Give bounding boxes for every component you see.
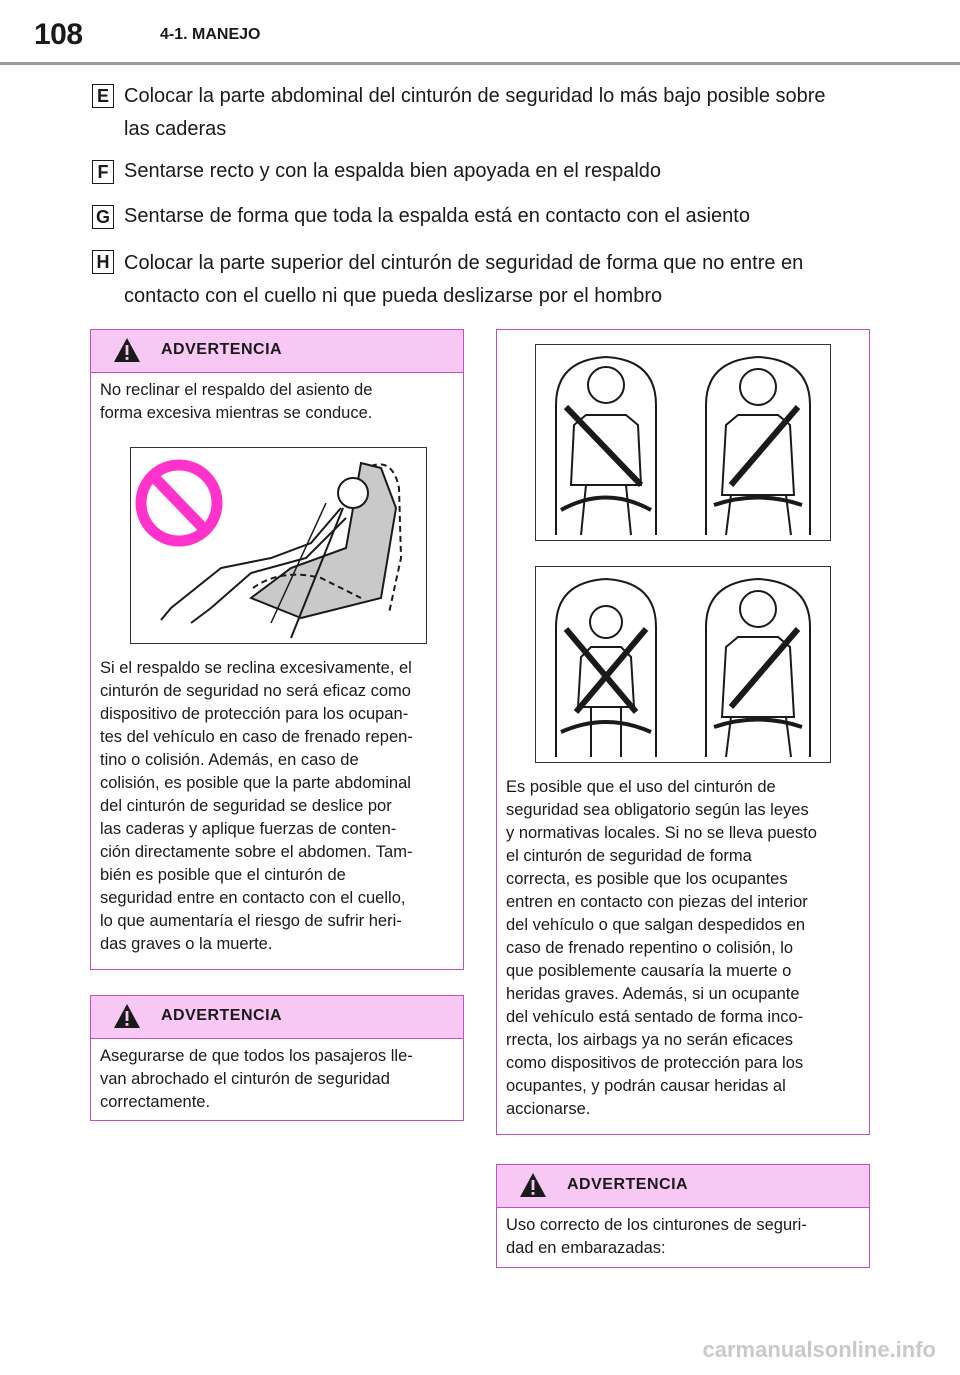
warning-box-pregnant: [496, 1164, 870, 1268]
warning-triangle-icon: [113, 1003, 141, 1029]
warning-title: ADVERTENCIA: [161, 1007, 283, 1024]
text-line: heridas graves. Además, si un ocupante: [506, 985, 800, 1003]
seatbelt-info-panel: [496, 329, 870, 1135]
warning-box-reclining: [90, 329, 464, 970]
text-line: correctamente.: [100, 1093, 211, 1111]
text-line: del vehículo está sentado de forma inco-: [506, 1008, 804, 1026]
warning-intro: [91, 379, 463, 425]
text-line: ción directamente sobre el abdomen. Tam-: [100, 843, 413, 861]
adult-seatbelt-drawing: [536, 345, 830, 540]
text-line: van abrochado el cinturón de seguridad: [100, 1070, 390, 1088]
text-line: Es posible que el uso del cinturón de: [506, 778, 776, 796]
item-h-line: Colocar la parte superior del cinturón de seguridad de forma que no entre en: [124, 252, 804, 274]
item-label-f: F: [92, 160, 114, 184]
text-line: tes del vehículo en caso de frenado repen-: [100, 728, 413, 746]
text-line: del cinturón de seguridad se deslice por: [100, 797, 392, 815]
text-line: colisión, es posible que la parte abdominal: [100, 774, 411, 792]
text-line: las caderas y aplique fuerzas de conten-: [100, 820, 397, 838]
reclined-seat-illustration: [130, 447, 427, 644]
warning-triangle-icon: [519, 1172, 547, 1198]
text-line: dad en embarazadas:: [506, 1239, 666, 1257]
text-line: Si el respaldo se reclina excesivamente, el: [100, 659, 412, 677]
warning-box-all-passengers: [90, 995, 464, 1121]
warning-body: [91, 657, 481, 956]
text-line: correcta, es posible que los ocupantes: [506, 870, 788, 888]
text-line: lo que aumentaría el riesgo de sufrir heri-: [100, 912, 402, 930]
item-label-h: H: [92, 250, 114, 274]
reclined-seat-drawing: [131, 448, 426, 643]
warning-body: [91, 1045, 463, 1114]
text-line: que posiblemente causaría la muerte o: [506, 962, 792, 980]
text-line: cinturón de seguridad no será eficaz como: [100, 682, 411, 700]
text-line: seguridad sea obligatorio según las leyes: [506, 801, 809, 819]
text-line: rrecta, los airbags ya no serán eficaces: [506, 1031, 794, 1049]
text-line: Asegurarse de que todos los pasajeros lle-: [100, 1047, 413, 1065]
item-text-g: Sentarse de forma que toda la espalda está en contacto con el asiento: [124, 205, 750, 227]
item-text-e: [124, 80, 884, 146]
item-h-line: contacto con el cuello ni que pueda deslizarse por el hombro: [124, 285, 663, 307]
text-line: accionarse.: [506, 1100, 591, 1118]
text-line: Uso correcto de los cinturones de seguri-: [506, 1216, 807, 1234]
text-line: das graves o la muerte.: [100, 935, 273, 953]
warning-triangle-icon: [113, 337, 141, 363]
text-line: dispositivo de protección para los ocupan-: [100, 705, 409, 723]
child-seatbelt-illustration: [535, 566, 831, 763]
warning-body: [497, 1214, 869, 1260]
item-text-f: Sentarse recto y con la espalda bien apoyada en el respaldo: [124, 160, 662, 182]
text-line: ocupantes, y podrán causar heridas al: [506, 1077, 786, 1095]
text-line: del vehículo o que salgan despedidos en: [506, 916, 806, 934]
item-label-g: G: [92, 205, 114, 229]
section-title: 4-1. MANEJO: [160, 26, 261, 43]
text-line: seguridad entre en contacto con el cuello,: [100, 889, 406, 907]
warning-header: [91, 996, 463, 1039]
text-line: No reclinar el respaldo del asiento de: [100, 381, 373, 399]
seatbelt-info-text: [497, 776, 887, 1121]
text-line: entren en contacto con piezas del interior: [506, 893, 808, 911]
text-line: tino o colisión. Además, en caso de: [100, 751, 359, 769]
text-line: y normativas locales. Si no se lleva puesto: [506, 824, 817, 842]
item-e-line: Colocar la parte abdominal del cinturón de seguridad lo más bajo posible sobre: [124, 85, 826, 107]
text-line: bién es posible que el cinturón de: [100, 866, 346, 884]
header-rule: [0, 62, 960, 65]
warning-title: ADVERTENCIA: [161, 341, 283, 358]
text-line: forma excesiva mientras se conduce.: [100, 404, 373, 422]
warning-header: [497, 1165, 869, 1208]
child-seatbelt-drawing: [536, 567, 830, 762]
item-label-e: E: [92, 84, 114, 108]
adult-seatbelt-illustration: [535, 344, 831, 541]
text-line: como dispositivos de protección para los: [506, 1054, 804, 1072]
item-text-h: [124, 247, 884, 313]
text-line: caso de frenado repentino o colisión, lo: [506, 939, 794, 957]
warning-header: [91, 330, 463, 373]
text-line: el cinturón de seguridad de forma: [506, 847, 752, 865]
item-e-line: las caderas: [124, 118, 227, 140]
watermark: carmanualsonline.info: [702, 1337, 936, 1362]
page-number: 108: [34, 18, 83, 51]
warning-title: ADVERTENCIA: [567, 1176, 689, 1193]
